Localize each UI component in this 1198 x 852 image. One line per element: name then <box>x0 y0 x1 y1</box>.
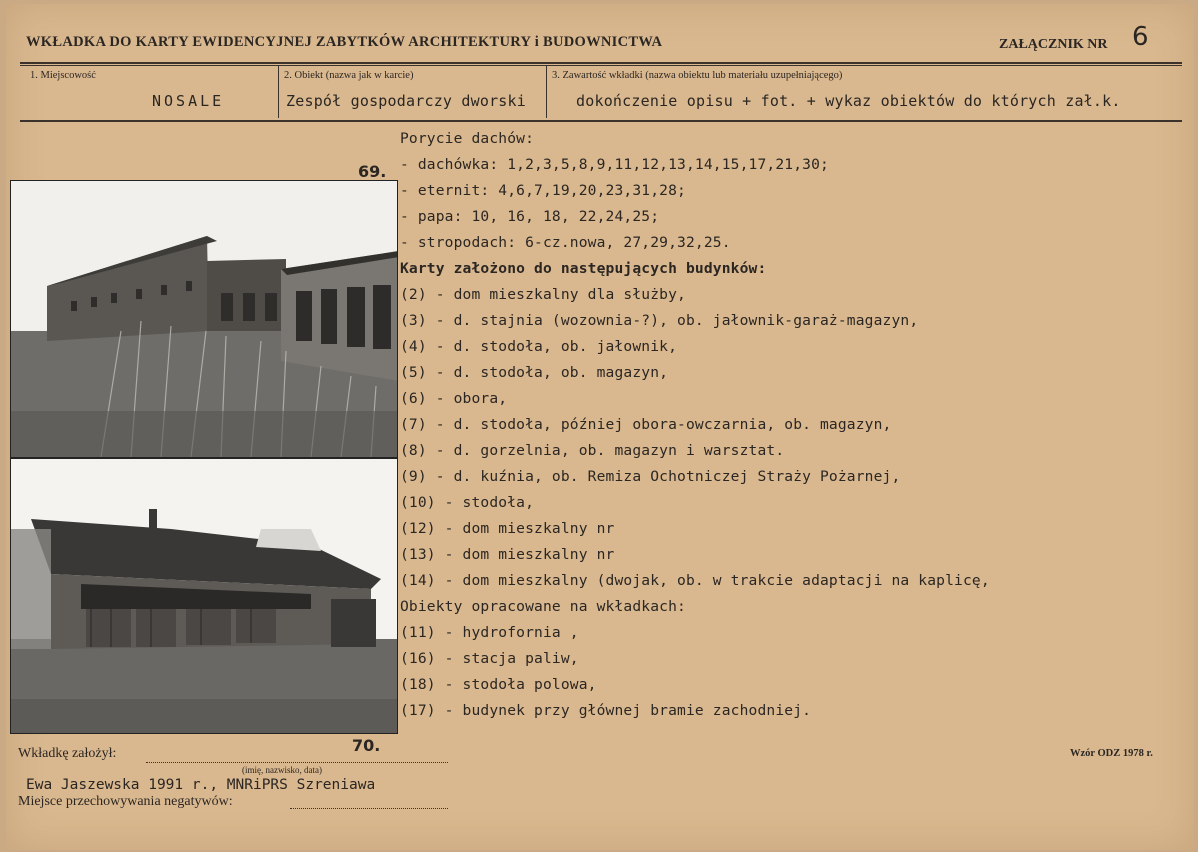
author-dotted-line <box>146 762 448 763</box>
body-line: (2) - dom mieszkalny dla służby, <box>400 286 686 303</box>
negatives-label: Miejsce przechowywania negatywów: <box>18 794 233 809</box>
place-value: NOSALE <box>152 92 225 110</box>
body-line: - papa: 10, 16, 18, 22,24,25; <box>400 208 660 225</box>
body-line: (18) - stodoła polowa, <box>400 676 597 693</box>
body-line: (16) - stacja paliw, <box>400 650 579 667</box>
body-line: Porycie dachów: <box>400 130 535 147</box>
header-rule <box>20 62 1182 64</box>
card-title: WKŁADKA DO KARTY EWIDENCYJNEJ ZABYTKÓW ARCHITEKTURY i BUDOWNICTWA <box>26 34 663 50</box>
place-label: 1. Miejscowość <box>30 70 96 81</box>
body-line: (4) - d. stodoła, ob. jałownik, <box>400 338 678 355</box>
body-line: - eternit: 4,6,7,19,20,23,31,28; <box>400 182 686 199</box>
photo-number-bottom: 70. <box>352 736 381 755</box>
attachment-number: 6 <box>1132 22 1149 52</box>
body-line: - stropodach: 6-cz.nowa, 27,29,32,25. <box>400 234 731 251</box>
body-line: (12) - dom mieszkalny nr <box>400 520 615 537</box>
field-divider-1 <box>278 66 279 118</box>
body-line: (17) - budynek przy głównej bramie zachodniej. <box>400 702 812 719</box>
fields-rule <box>20 120 1182 122</box>
field-divider-2 <box>546 66 547 118</box>
body-line: - dachówka: 1,2,3,5,8,9,11,12,13,14,15,17,21,30; <box>400 156 829 173</box>
record-card <box>6 4 1194 850</box>
body-line: Obiekty opracowane na wkładkach: <box>400 598 686 615</box>
author-value: Ewa Jaszewska 1991 r., MNRiPRS Szreniawa <box>26 777 376 793</box>
content-label: 3. Zawartość wkładki (nazwa obiektu lub materiału uzupełniającego) <box>552 70 843 81</box>
negatives-dotted-line <box>290 808 448 809</box>
photo-top <box>10 180 398 458</box>
body-line: (3) - d. stajnia (wozownia-?), ob. jałownik-garaż-magazyn, <box>400 312 919 329</box>
author-label: Wkładkę założył: <box>18 746 117 761</box>
header-rule-secondary <box>20 65 1182 66</box>
object-value: Zespół gospodarczy dworski <box>286 92 526 110</box>
content-value: dokończenie opisu + fot. + wykaz obiektów do których zał.k. <box>576 92 1121 110</box>
body-line: (11) - hydrofornia , <box>400 624 579 641</box>
body-line: (5) - d. stodoła, ob. magazyn, <box>400 364 669 381</box>
attachment-label: ZAŁĄCZNIK NR <box>999 37 1108 52</box>
photo-number-top: 69. <box>358 162 387 181</box>
photo-bottom <box>10 458 398 734</box>
body-line: (10) - stodoła, <box>400 494 535 511</box>
body-line: (9) - d. kuźnia, ob. Remiza Ochotniczej Straży Pożarnej, <box>400 468 901 485</box>
body-line: (6) - obora, <box>400 390 508 407</box>
body-line: Karty założono do następujących budynków: <box>400 260 767 277</box>
body-line: (14) - dom mieszkalny (dwojak, ob. w trakcie adaptacji na kaplicę, <box>400 572 990 589</box>
body-line: (8) - d. gorzelnia, ob. magazyn i warsztat. <box>400 442 785 459</box>
object-label: 2. Obiekt (nazwa jak w karcie) <box>284 70 414 81</box>
author-hint: (imię, nazwisko, data) <box>242 765 322 775</box>
body-line: (7) - d. stodoła, później obora-owczarnia, ob. magazyn, <box>400 416 892 433</box>
body-line: (13) - dom mieszkalny nr <box>400 546 615 563</box>
form-mark: Wzór ODZ 1978 r. <box>1070 748 1153 759</box>
